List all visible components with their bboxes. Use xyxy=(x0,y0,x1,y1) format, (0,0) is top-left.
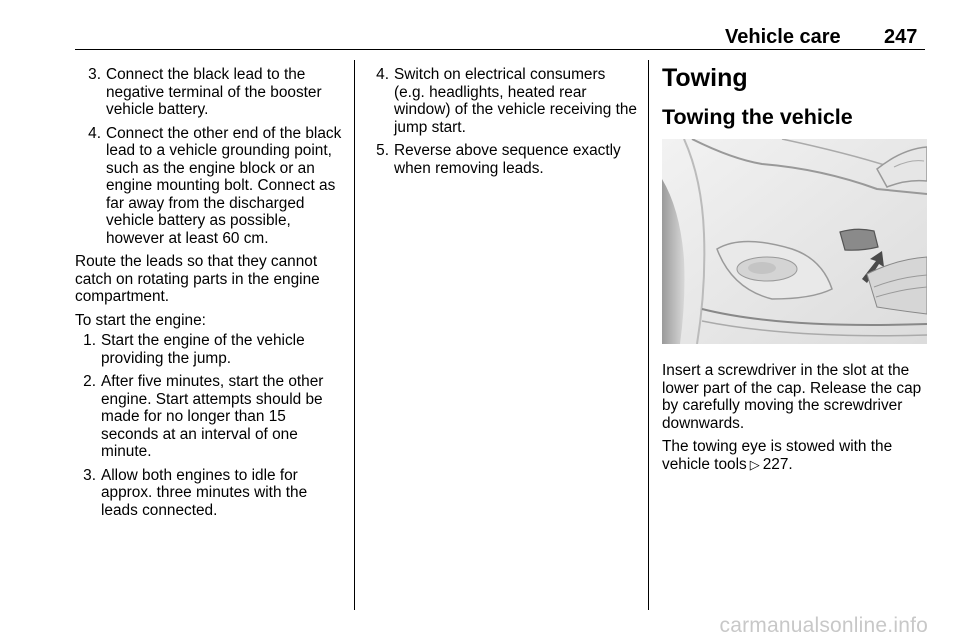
towing-eye-paragraph: The towing eye is stowed with the vehicle tools ▷ 227. xyxy=(662,438,893,473)
jump-start-steps-continued xyxy=(75,66,343,247)
list-item: 4. Switch on electrical consumers (e.g. headlights, heated rear window) of the vehicle receiving the jump start. xyxy=(376,66,637,136)
column-1 xyxy=(75,66,343,525)
column-3 xyxy=(662,66,927,479)
watermark: carmanualsonline.info xyxy=(719,614,928,637)
list-item: 2. After five minutes, start the other engine. Start attempts should be made for no longer than 15 seconds at an interval of one minute. xyxy=(83,373,324,460)
page-reference[interactable]: 227. xyxy=(762,455,793,473)
towing-heading: Towing xyxy=(662,64,748,92)
column-divider-1 xyxy=(354,60,355,610)
start-engine-steps xyxy=(75,332,343,519)
page-reference-arrow-icon: ▷ xyxy=(749,456,760,472)
column-divider-2 xyxy=(648,60,649,610)
page-number: 247 xyxy=(884,26,918,48)
list-item: 3. Allow both engines to idle for approx. three minutes with the leads connected. xyxy=(83,466,308,519)
list-item: 5. Reverse above sequence exactly when removing leads. xyxy=(376,142,621,177)
list-item: 1. Start the engine of the vehicle providing the jump. xyxy=(83,332,305,367)
front-bumper-towing-cap-illustration xyxy=(662,139,927,344)
header-rule xyxy=(75,49,925,50)
insert-screwdriver-paragraph: Insert a screwdriver in the slot at the lower part of the cap. Release the cap by carefully moving the screwdriver downwards. xyxy=(662,362,922,432)
route-leads-paragraph: Route the leads so that they cannot catch on rotating parts in the engine compartment. xyxy=(75,253,320,305)
list-item: 3. Connect the black lead to the negative terminal of the booster vehicle battery. xyxy=(88,66,322,118)
section-title: Vehicle care xyxy=(725,26,841,48)
jump-start-steps-final xyxy=(369,66,637,177)
towing-vehicle-subheading: Towing the vehicle xyxy=(662,105,853,129)
start-engine-intro: To start the engine: xyxy=(75,311,206,329)
column-2 xyxy=(369,66,637,183)
list-item: 4. Connect the other end of the black lead to a vehicle grounding point, such as the engine block or an engine mounting bolt. Connect as far away from the discharged vehicle battery as possible, however at least 60 cm. xyxy=(88,124,342,247)
